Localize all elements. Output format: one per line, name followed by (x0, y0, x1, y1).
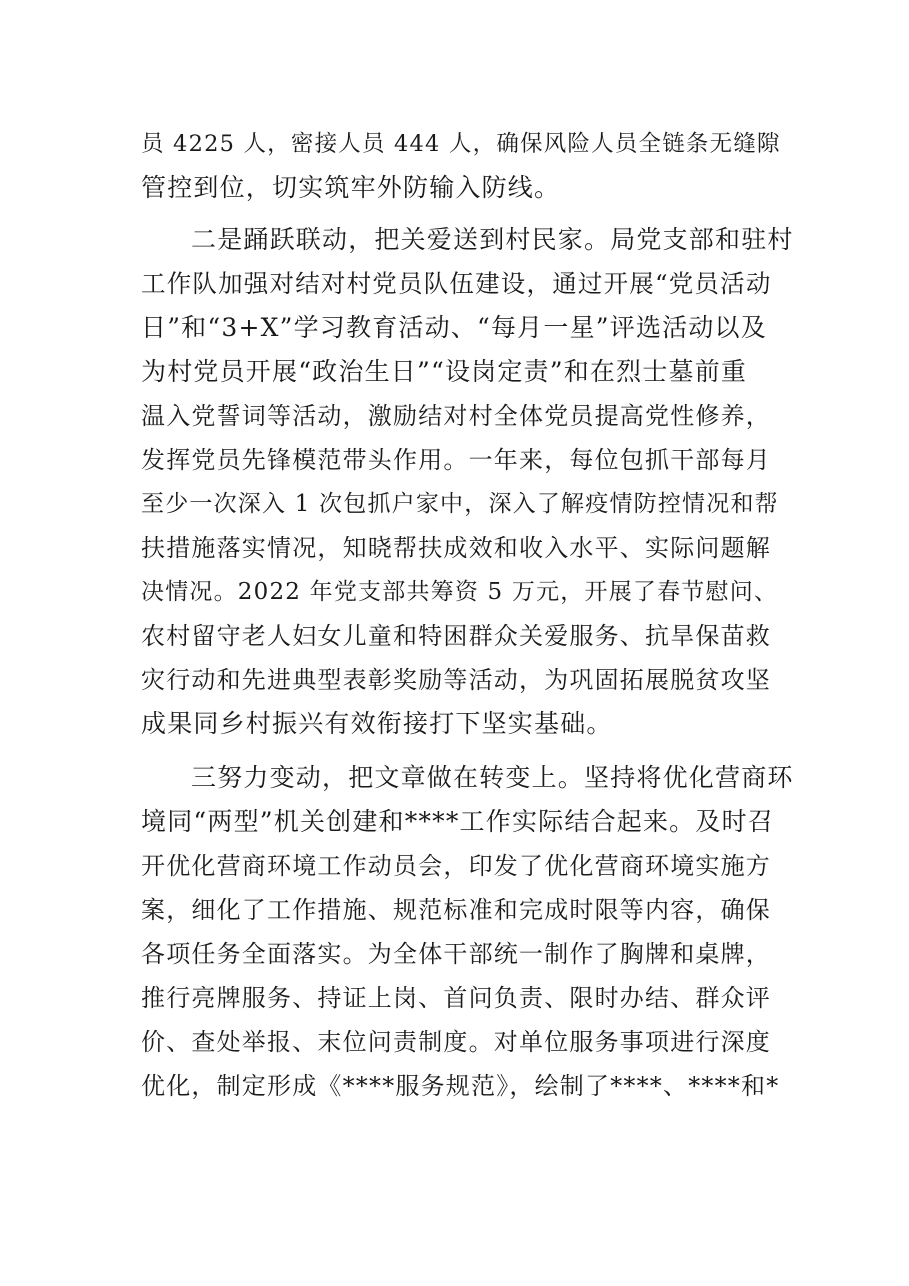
text-line: 各项任务全面落实。为全体干部统一制作了胸牌和桌牌， (141, 940, 771, 968)
text-line: 境同“两型”机关创建和****工作实际结合起来。及时召 (141, 807, 774, 836)
text-line: 管控到位，切实筑牢外防输入防线。 (141, 173, 561, 202)
text-line: 成果同乡村振兴有效衔接打下坚实基础。 (141, 709, 613, 738)
text-line: 员 4225 人，密接人员 444 人，确保风险人员全链条无缝隙 (141, 131, 781, 157)
text-line: 价、查处举报、末位问责制度。对单位服务事项进行深度 (141, 1028, 771, 1056)
text-line: 日”和“3+X”学习教育活动、“每月一星”评选活动以及 (141, 313, 767, 342)
text-line: 温入党誓词等活动，激励结对村全体党员提高党性修养， (141, 402, 771, 430)
paragraph-start-line: 三努力变动，把文章做在转变上。坚持将优化营商环 (191, 763, 794, 792)
text-line: 工作队加强对结对村党员队伍建设，通过开展“党员活动 (141, 269, 772, 298)
text-line: 灾行动和先进典型表彰奖励等活动，为巩固拓展脱贫攻坚 (141, 666, 771, 694)
text-line: 开优化营商环境工作动员会，印发了优化营商环境实施方 (141, 852, 771, 880)
text-line: 为村党员开展“政治生日”“设岗定责”和在烈士墓前重 (141, 357, 748, 386)
text-line: 扶措施落实情况，知晓帮扶成效和收入水平、实际问题解 (141, 534, 771, 562)
text-line: 案，细化了工作措施、规范标准和完成时限等内容，确保 (141, 896, 771, 924)
text-line: 优化，制定形成《****服务规范》，绘制了****、****和* (141, 1072, 780, 1100)
text-line: 发挥党员先锋模范带头作用。一年来，每位包抓干部每月 (141, 446, 771, 474)
text-line: 决情况。2022 年党支部共筹资 5 万元，开展了春节慰问、 (141, 579, 779, 605)
text-line: 至少一次深入 1 次包抓户家中，深入了解疫情防控情况和帮 (141, 491, 779, 517)
text-line: 推行亮牌服务、持证上岗、首问负责、限时办结、群众评 (141, 984, 771, 1012)
paragraph-start-line: 二是踊跃联动，把关爱送到村民家。局党支部和驻村 (191, 225, 794, 254)
text-line: 农村留守老人妇女儿童和特困群众关爱服务、抗旱保苗救 (141, 622, 771, 650)
